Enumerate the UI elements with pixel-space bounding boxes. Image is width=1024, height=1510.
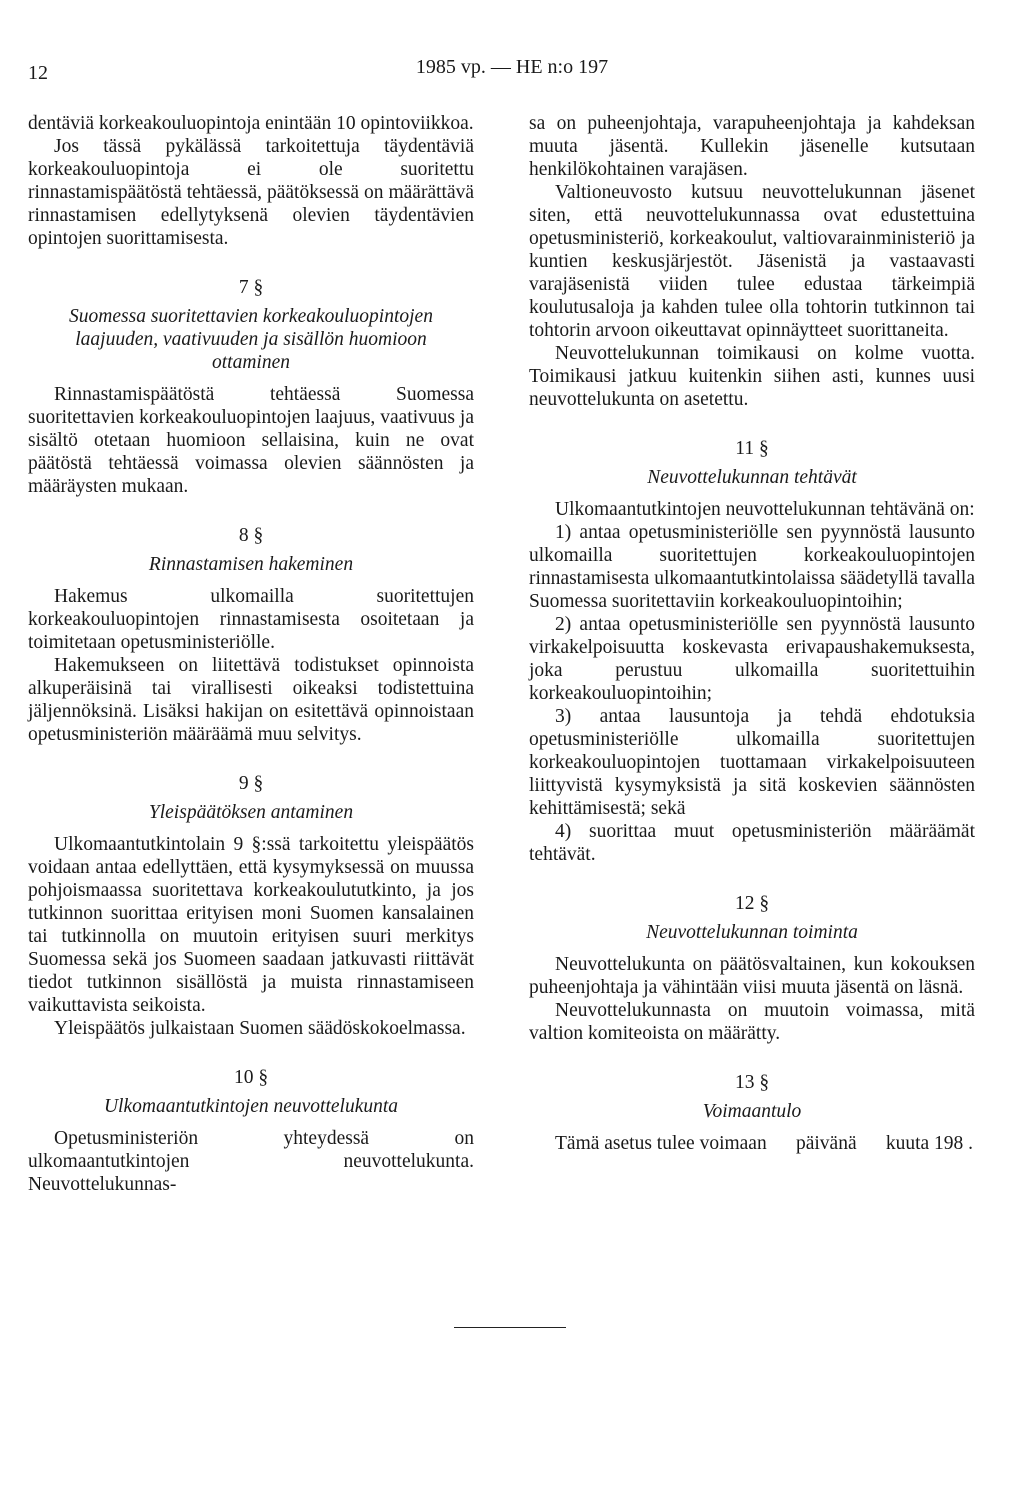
section-number: 11 § (735, 438, 769, 459)
paragraph: Opetusministeriön yhteydessä on ulkomaantutkintojen neuvottelukunta. Neuvottelukunnas- (28, 1128, 474, 1195)
paragraph: sa on puheenjohtaja, varapuheenjohtaja ja kahdeksan muuta jäsentä. Kullekin jäsenelle kutsutaan henkilökohtainen varajäsen. (529, 113, 975, 180)
section-number: 7 § (238, 277, 264, 298)
footer-rule (454, 1327, 566, 1328)
paragraph: Yleispäätös julkaistaan Suomen säädöskokoelmassa. (54, 1018, 466, 1039)
running-head: 1985 vp. — HE n:o 197 (415, 56, 609, 78)
left-column (28, 112, 474, 1196)
section-number: 13 § (734, 1072, 770, 1093)
paragraph: Valtioneuvosto kutsuu neuvottelukunnan jäsenet siten, että neuvottelukunnassa ovat edustettuina opetusministeriö, korkeakoulut, valtiovarainministeriö ja kuntien keskusjärjestöt. Jäsenistä ja vastaavasti varajäsenistä viiden tulee edustaa tärkeimpiä koulutusaloja ja kahden tulee olla tohtorin tutkinnon tai tohtorin arvoon oikeuttavat opinnäytteet suorittaneita. (529, 182, 975, 341)
section-title: Ulkomaantutkintojen neuvottelukunta (103, 1096, 399, 1117)
paragraph: Tämä asetus tulee voimaan päivänä kuuta 198 . (555, 1133, 974, 1154)
section-number: 9 § (238, 773, 264, 794)
paragraph: Neuvottelukunnan toimikausi on kolme vuotta. Toimikausi jatkuu kuitenkin siihen asti, kunnes uusi neuvottelukunta on asetettu. (529, 343, 975, 410)
paragraph: Rinnastamispäätöstä tehtäessä Suomessa suoritettavien korkeakouluopintojen laajuus, vaativuus ja sisältö otetaan huomioon sellaisina, kuin ne ovat päätöstä tehtäessä voimassa olevien säännösten ja määräysten mukaan. (28, 384, 474, 497)
paragraph: Neuvottelukunta on päätösvaltainen, kun kokouksen puheenjohtaja ja vähintään viisi muuta jäsentä on läsnä. (529, 954, 975, 998)
section-title: Neuvottelukunnan tehtävät (647, 467, 857, 488)
section-title: Neuvottelukunnan toiminta (646, 922, 858, 943)
paragraph: Neuvottelukunnasta on muutoin voimassa, mitä valtion komiteoista on määrätty. (529, 1000, 975, 1044)
section-number: 10 § (233, 1067, 269, 1088)
paragraph: dentäviä korkeakouluopintoja enintään 10 opintoviikkoa. (28, 113, 474, 134)
right-column (529, 112, 975, 1155)
list-item: 1) antaa opetusministeriölle sen pyynnöstä lausunto ulkomailla suoritettujen korkeakouluopintojen rinnastamisesta ulkomaantutkintolaissa säädetyllä tavalla Suomessa suoritettaviin korkeakouluopintoihin; (529, 522, 975, 612)
list-item: 2) antaa opetusministeriölle sen pyynnöstä lausunto virkakelpoisuutta koskevasta erivapaushakemuksesta, joka perustuu ulkomailla suoritettuihin korkeakouluopintoihin; (529, 614, 975, 704)
section-number: 12 § (734, 893, 770, 914)
section-title: Rinnastamisen hakeminen (148, 554, 354, 575)
section-title: Voimaantulo (702, 1101, 802, 1122)
list-item: 4) suorittaa muut opetusministeriön määräämät tehtävät. (529, 821, 975, 865)
section-title: Suomessa suoritettavien korkeakouluopintojen laajuuden, vaativuuden ja sisällön huomioon ottaminen (69, 306, 433, 373)
paragraph: Hakemukseen on liitettävä todistukset opinnoista alkuperäisinä tai virallisesti oikeaksi todistettuina jäljennöksinä. Lisäksi hakijan on esitettävä opinnoistaan opetusministeriön määräämä muu selvitys. (28, 655, 474, 745)
paragraph: Ulkomaantutkintolain 9 §:ssä tarkoitettu yleispäätös voidaan antaa edellyttäen, että kysymyksessä on muussa pohjoismaassa suoritettava korkeakoulututkinto, ja jos tutkinnon suorittaa erityisen moni Suomen kansalainen tai tutkinnolla on muutoin erityisen suuri merkitys Suomessa sekä jos Suomeen saadaan jatkuvasti riittävät tiedot tutkinnon sisällöstä ja muista rinnastamiseen vaikuttavista seikoista. (28, 834, 474, 1016)
page-number: 12 (28, 62, 48, 84)
section-title: Yleispäätöksen antaminen (148, 802, 354, 823)
paragraph: Ulkomaantutkintojen neuvottelukunnan tehtävänä on: (555, 499, 975, 520)
section-number: 8 § (238, 525, 264, 546)
paragraph: Hakemus ulkomailla suoritettujen korkeakouluopintojen rinnastamisesta osoitetaan ja toimitetaan opetusministeriölle. (28, 586, 474, 653)
list-item: 3) antaa lausuntoja ja tehdä ehdotuksia opetusministeriölle ulkomailla suoritettujen korkeakouluopintojen tuottamaan virkakelpoisuuteen liittyvistä kysymyksistä ja sitä koskevien säännösten kehittämisestä; sekä (529, 706, 975, 819)
paragraph: Jos tässä pykälässä tarkoitettuja täydentäviä korkeakouluopintoja ei ole suoritettu rinnastamispäätöstä tehtäessä, päätöksessä on määrättävä rinnastamisen edellytyksenä olevien täydentävien opintojen suorittamisesta. (28, 136, 474, 249)
